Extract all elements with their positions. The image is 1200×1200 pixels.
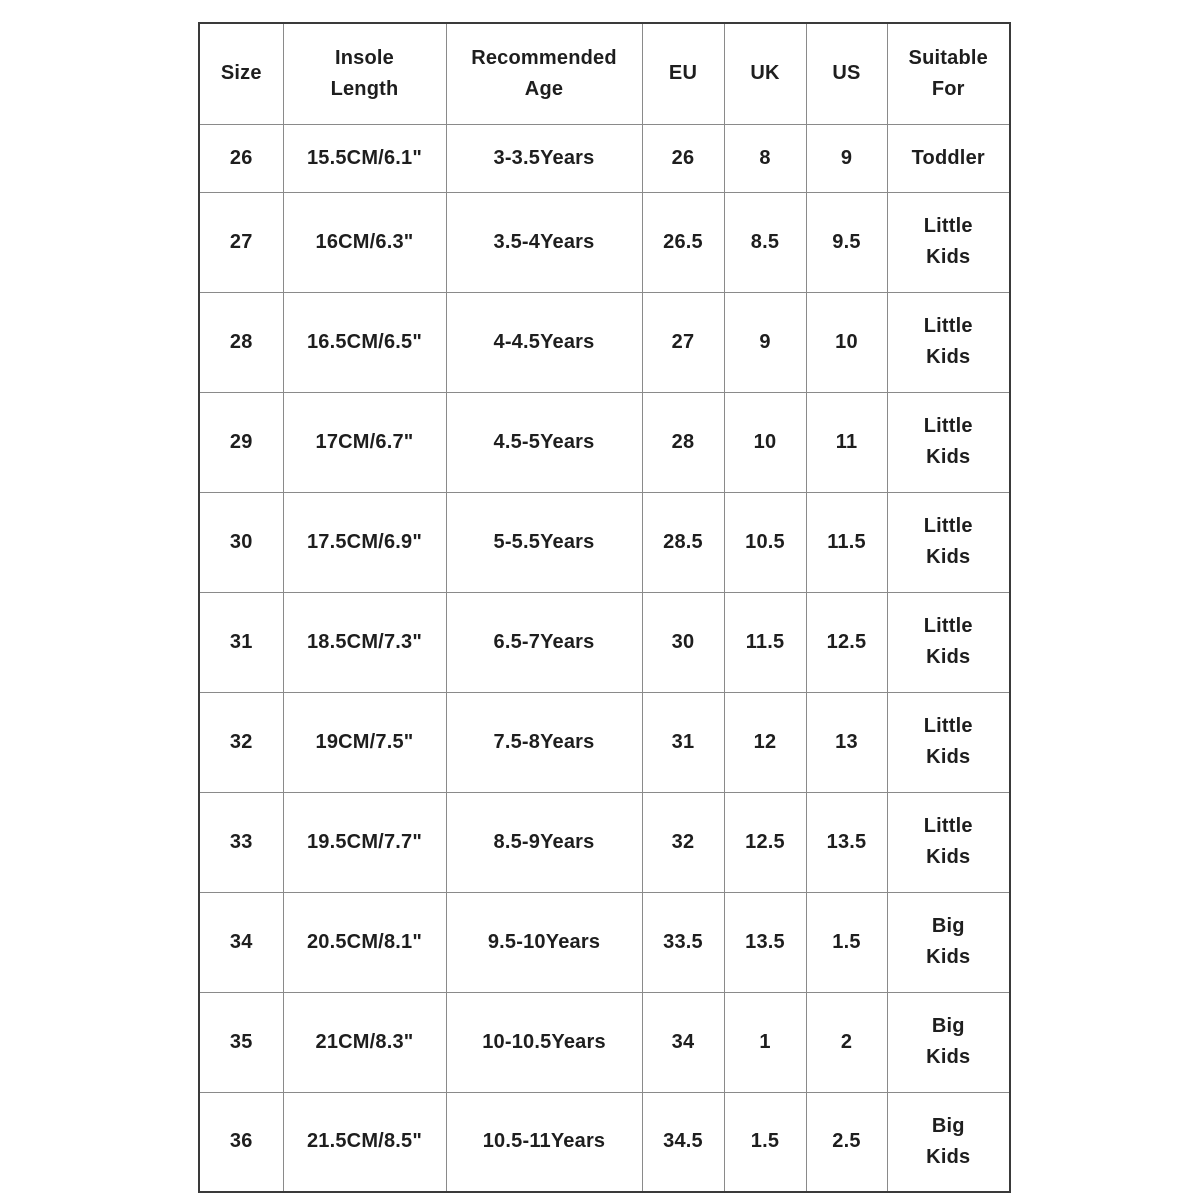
cell-uk: 1.5	[724, 1092, 806, 1192]
cell-size: 27	[199, 192, 283, 292]
suitable-for-line: Kids	[926, 1145, 971, 1168]
cell-us: 1.5	[806, 892, 887, 992]
cell-size: 26	[199, 124, 283, 192]
suitable-for-line: Little	[923, 215, 973, 237]
cell-suitable-for	[887, 692, 1010, 792]
cell-insole-length: 21.5CM/8.5"	[283, 1092, 446, 1192]
table-row	[199, 124, 1010, 192]
cell-size: 35	[199, 992, 283, 1092]
suitable-for-line: Little	[923, 815, 973, 837]
header-label-line: Length	[330, 77, 399, 100]
cell-recommended-age: 10.5-11Years	[446, 1092, 642, 1192]
cell-insole-length: 18.5CM/7.3"	[283, 592, 446, 692]
header-uk	[724, 23, 806, 124]
header-label-line: Recommended	[471, 46, 617, 69]
cell-eu: 28	[642, 392, 724, 492]
header-suitable-for	[887, 23, 1010, 124]
header-us	[806, 23, 887, 124]
cell-eu: 32	[642, 792, 724, 892]
cell-recommended-age: 3.5-4Years	[446, 192, 642, 292]
suitable-for-line: Kids	[926, 246, 971, 268]
cell-us: 2.5	[806, 1092, 887, 1192]
suitable-for-line: Kids	[926, 746, 971, 768]
cell-eu: 34.5	[642, 1092, 724, 1192]
table-row	[199, 492, 1010, 592]
table-row	[199, 792, 1010, 892]
suitable-for-line: Kids	[926, 346, 971, 368]
cell-suitable-for	[887, 392, 1010, 492]
suitable-for-line: Kids	[926, 446, 971, 468]
header-label-line: Suitable	[908, 46, 988, 69]
suitable-for-line: Little	[923, 415, 973, 437]
suitable-for-line: Big	[931, 1114, 965, 1137]
cell-eu: 27	[642, 292, 724, 392]
header-recommended-age	[446, 23, 642, 124]
cell-uk: 11.5	[724, 592, 806, 692]
cell-eu: 31	[642, 692, 724, 792]
suitable-for-line: Kids	[926, 846, 971, 868]
cell-insole-length: 16.5CM/6.5"	[283, 292, 446, 392]
cell-insole-length: 16CM/6.3"	[283, 192, 446, 292]
cell-uk: 12	[724, 692, 806, 792]
cell-suitable-for	[887, 124, 1010, 192]
cell-eu: 28.5	[642, 492, 724, 592]
cell-insole-length: 19.5CM/7.7"	[283, 792, 446, 892]
cell-recommended-age: 3-3.5Years	[446, 124, 642, 192]
header-label-line: Insole	[335, 46, 394, 69]
cell-uk: 9	[724, 292, 806, 392]
header-uk-label: UK	[750, 62, 780, 85]
cell-recommended-age: 6.5-7Years	[446, 592, 642, 692]
header-eu-label: EU	[668, 62, 698, 85]
cell-us: 9	[806, 124, 887, 192]
suitable-for-line: Big	[931, 1015, 965, 1037]
header-eu	[642, 23, 724, 124]
cell-insole-length: 20.5CM/8.1"	[283, 892, 446, 992]
suitable-for-line: Little	[923, 315, 973, 337]
cell-insole-length: 17.5CM/6.9"	[283, 492, 446, 592]
header-row	[199, 23, 1010, 124]
suitable-for-line: Toddler	[911, 146, 985, 169]
cell-insole-length: 15.5CM/6.1"	[283, 124, 446, 192]
cell-uk: 10	[724, 392, 806, 492]
cell-us: 11.5	[806, 492, 887, 592]
cell-recommended-age: 4.5-5Years	[446, 392, 642, 492]
cell-suitable-for	[887, 492, 1010, 592]
header-us-label: US	[832, 62, 861, 85]
table-row	[199, 692, 1010, 792]
cell-us: 11	[806, 392, 887, 492]
cell-eu: 26.5	[642, 192, 724, 292]
header-insole-length	[283, 23, 446, 124]
table-row	[199, 592, 1010, 692]
cell-uk: 8	[724, 124, 806, 192]
header-label-line: For	[931, 77, 965, 100]
suitable-for-line: Kids	[926, 946, 971, 968]
cell-us: 13	[806, 692, 887, 792]
table-row	[199, 1092, 1010, 1192]
cell-us: 12.5	[806, 592, 887, 692]
suitable-for-line: Kids	[926, 646, 971, 668]
suitable-for-line: Little	[923, 515, 973, 537]
cell-insole-length: 19CM/7.5"	[283, 692, 446, 792]
cell-suitable-for	[887, 992, 1010, 1092]
cell-uk: 13.5	[724, 892, 806, 992]
suitable-for-line: Little	[923, 715, 973, 737]
suitable-for-line: Little	[923, 615, 973, 637]
header-label-line: Age	[524, 77, 564, 100]
cell-us: 10	[806, 292, 887, 392]
cell-suitable-for	[887, 892, 1010, 992]
cell-eu: 33.5	[642, 892, 724, 992]
cell-eu: 26	[642, 124, 724, 192]
cell-size: 28	[199, 292, 283, 392]
cell-recommended-age: 4-4.5Years	[446, 292, 642, 392]
cell-uk: 10.5	[724, 492, 806, 592]
cell-insole-length: 21CM/8.3"	[283, 992, 446, 1092]
table-row	[199, 292, 1010, 392]
cell-suitable-for	[887, 292, 1010, 392]
suitable-for-line: Big	[931, 915, 965, 937]
cell-insole-length: 17CM/6.7"	[283, 392, 446, 492]
table-row	[199, 992, 1010, 1092]
header-size	[199, 23, 283, 124]
cell-size: 36	[199, 1092, 283, 1192]
cell-suitable-for	[887, 192, 1010, 292]
cell-size: 34	[199, 892, 283, 992]
size-chart-table	[198, 22, 1011, 1193]
header-size-label: Size	[220, 62, 262, 85]
cell-recommended-age: 8.5-9Years	[446, 792, 642, 892]
cell-uk: 12.5	[724, 792, 806, 892]
cell-suitable-for	[887, 592, 1010, 692]
cell-us: 2	[806, 992, 887, 1092]
cell-uk: 1	[724, 992, 806, 1092]
table-row	[199, 892, 1010, 992]
cell-uk: 8.5	[724, 192, 806, 292]
cell-size: 31	[199, 592, 283, 692]
cell-size: 32	[199, 692, 283, 792]
cell-size: 30	[199, 492, 283, 592]
cell-recommended-age: 9.5-10Years	[446, 892, 642, 992]
cell-size: 33	[199, 792, 283, 892]
cell-suitable-for	[887, 1092, 1010, 1192]
suitable-for-line: Kids	[926, 546, 971, 568]
cell-eu: 30	[642, 592, 724, 692]
cell-recommended-age: 7.5-8Years	[446, 692, 642, 792]
table-row	[199, 192, 1010, 292]
table-row	[199, 392, 1010, 492]
cell-us: 13.5	[806, 792, 887, 892]
cell-eu: 34	[642, 992, 724, 1092]
cell-recommended-age: 10-10.5Years	[446, 992, 642, 1092]
table-body	[199, 124, 1010, 1192]
cell-us: 9.5	[806, 192, 887, 292]
suitable-for-line: Kids	[926, 1046, 971, 1068]
cell-recommended-age: 5-5.5Years	[446, 492, 642, 592]
cell-size: 29	[199, 392, 283, 492]
cell-suitable-for	[887, 792, 1010, 892]
